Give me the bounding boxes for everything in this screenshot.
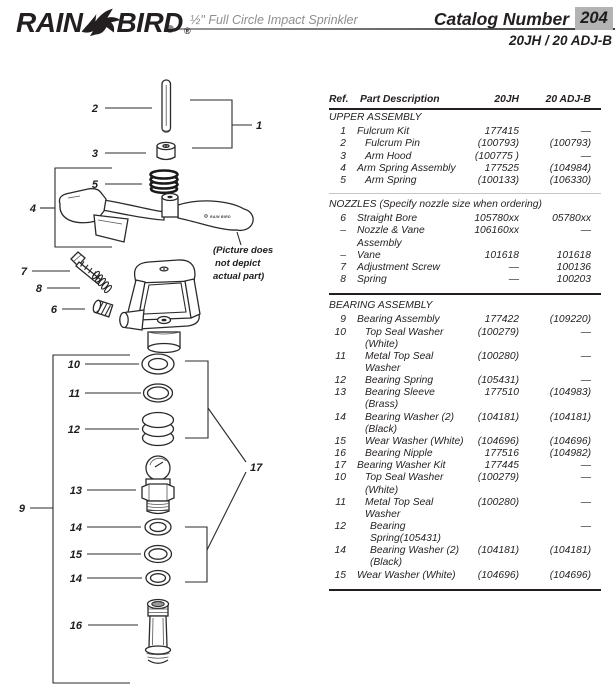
table-cell: 5: [340, 174, 346, 186]
table-cell: (100775 ): [474, 150, 519, 162]
table-cell: (104983): [549, 387, 591, 399]
column-header-20adjb: 20 ADJ-B: [545, 94, 591, 105]
table-cell: (100280): [477, 350, 519, 362]
table-cell: (104181): [477, 411, 519, 423]
table-cell: (104181): [549, 411, 591, 423]
callout-2: 2: [91, 103, 98, 115]
section-title: NOZZLES (Specify nozzle size when ordering): [329, 199, 542, 211]
column-header-desc: Part Description: [360, 94, 440, 105]
table-cell: 101618: [484, 249, 519, 261]
table-row: [329, 460, 601, 472]
part-bearing-spring: [143, 413, 174, 446]
table-row: [329, 387, 601, 411]
table-section: [329, 110, 601, 190]
table-cell: 15: [334, 569, 346, 581]
table-cell: 177510: [484, 387, 519, 399]
part-nozzle: [92, 299, 113, 316]
table-cell: —: [580, 150, 591, 162]
table-row: [329, 327, 601, 351]
table-cell: Vane: [357, 249, 381, 261]
table-cell: (104984): [549, 162, 591, 174]
table-cell: —: [580, 350, 591, 362]
table-cell: Fulcrum Kit: [357, 126, 410, 138]
part-bearing-nipple: [146, 600, 171, 664]
table-cell: 12: [334, 521, 346, 532]
table-row: [329, 151, 601, 163]
table-cell: Nozzle & Vane Assembly: [357, 225, 425, 249]
table-cell: 10: [334, 326, 346, 338]
column-header-20jh: 20JH: [494, 94, 519, 105]
exploded-parts-diagram: [8, 68, 318, 698]
table-row: [329, 375, 601, 387]
table-cell: (106330): [549, 174, 591, 186]
table-cell: —: [580, 460, 591, 472]
callout-bracket-17: [185, 361, 246, 582]
table-cell: 4: [340, 162, 346, 174]
table-row: [329, 448, 601, 460]
callout-5: 5: [91, 179, 98, 191]
table-row: [329, 163, 601, 175]
table-cell: Top Seal Washer (White): [365, 472, 444, 496]
table-cell: Straight Bore: [357, 213, 418, 225]
logo-word-bird: BIRD: [116, 7, 183, 38]
table-cell: 11: [335, 350, 346, 362]
callout-4: 4: [29, 203, 36, 215]
callout-9: 9: [18, 503, 25, 515]
table-cell: (100279): [477, 326, 519, 338]
table-cell: 106160xx: [474, 225, 519, 237]
catalog-number-badge: 204: [575, 7, 613, 30]
arm-brand-text: RAIN BIRD: [210, 215, 231, 219]
table-cell: Bearing Nipple: [365, 448, 433, 460]
table-cell: Spring: [357, 274, 387, 286]
callout-15: 15: [69, 549, 82, 561]
part-metal-top-seal-washer: [144, 384, 173, 402]
table-cell: —: [580, 496, 591, 508]
table-section: [329, 193, 601, 289]
part-sprinkler-arm: [59, 189, 253, 242]
callout-1: 1: [256, 120, 263, 132]
logo-word-rain: RAIN: [16, 7, 83, 38]
table-cell: (100280): [477, 496, 519, 508]
table-cell: Arm Spring Assembly: [357, 162, 456, 174]
table-cell: (104696): [549, 435, 591, 447]
note-leader-line: [237, 232, 241, 245]
table-cell: —: [580, 126, 591, 138]
table-row: [329, 570, 601, 582]
table-cell: 05780xx: [552, 213, 591, 225]
table-cell: Metal Top Seal Washer: [365, 350, 434, 374]
table-cell: 3: [340, 150, 346, 162]
table-cell: –: [340, 225, 346, 237]
table-cell: (104181): [549, 545, 591, 557]
callout-bracket-9: [30, 355, 130, 683]
table-cell: 101618: [556, 249, 591, 261]
column-header-ref: Ref.: [329, 94, 349, 105]
section-title: UPPER ASSEMBLY: [329, 112, 422, 124]
table-cell: (100793): [477, 138, 519, 150]
logo-registered-mark: ®: [183, 26, 191, 36]
table-cell: Fulcrum Pin: [365, 138, 420, 150]
table-cell: 15: [334, 435, 346, 447]
table-cell: 14: [334, 545, 346, 557]
callout-12: 12: [67, 424, 80, 436]
table-row: [329, 262, 601, 274]
part-bearing-washer-upper: [145, 519, 171, 535]
table-row: [329, 436, 601, 448]
callout-14b: 14: [69, 573, 82, 585]
table-row: [329, 274, 601, 286]
table-cell: Wear Washer (White): [365, 435, 464, 447]
table-cell: 177525: [484, 162, 519, 174]
table-cell: –: [340, 249, 346, 261]
table-cell: 100203: [556, 274, 591, 286]
part-bearing-washer-lower: [146, 571, 170, 586]
table-cell: 17: [334, 460, 346, 472]
table-row: [329, 521, 601, 545]
table-cell: (100793): [549, 138, 591, 150]
table-cell: —: [580, 521, 591, 532]
callout-6: 6: [50, 304, 57, 316]
table-cell: —: [580, 375, 591, 387]
table-cell: (109220): [549, 314, 591, 326]
table-cell: 1: [340, 126, 346, 138]
section-title: BEARING ASSEMBLY: [329, 300, 433, 312]
table-cell: —: [508, 261, 519, 273]
table-cell: 105780xx: [474, 213, 519, 225]
table-cell: Bearing Sleeve (Brass): [365, 387, 435, 411]
callout-10: 10: [67, 359, 80, 371]
part-arm-spring: [151, 171, 178, 193]
table-row: [329, 412, 601, 436]
table-cell: 9: [340, 314, 346, 326]
part-bearing-sleeve: [142, 456, 174, 514]
table-cell: Arm Hood: [365, 150, 412, 162]
part-wear-washer: [145, 546, 172, 563]
table-cell: Bearing Spring: [365, 375, 434, 387]
table-cell: Wear Washer (White): [357, 569, 456, 581]
table-section: [329, 293, 601, 585]
table-cell: (104181): [477, 545, 519, 557]
callout-8: 8: [35, 283, 42, 295]
callout-11: 11: [68, 388, 80, 400]
note-line-2: not depict: [215, 258, 261, 269]
table-row: [329, 138, 601, 150]
callout-14a: 14: [69, 522, 82, 534]
table-cell: (100133): [477, 174, 519, 186]
table-row: [329, 545, 601, 569]
table-cell: 177445: [484, 460, 519, 472]
table-row: [329, 351, 601, 375]
table-cell: 11: [335, 496, 346, 508]
table-cell: (105431): [477, 375, 519, 387]
model-numbers: 20JH / 20 ADJ-B: [508, 33, 612, 48]
table-row: [329, 225, 601, 249]
table-cell: 13: [334, 387, 346, 399]
table-cell: 177516: [484, 448, 519, 460]
callout-13: 13: [69, 485, 82, 497]
part-arm-hood: [157, 142, 175, 159]
table-cell: Bearing Spring(105431): [370, 521, 441, 545]
table-cell: 7: [340, 261, 346, 273]
table-cell: Metal Top Seal Washer: [365, 496, 434, 520]
catalog-number-label: Catalog Number: [433, 9, 569, 29]
table-cell: 10: [334, 472, 346, 484]
table-cell: Bearing Washer (2) (Black): [370, 545, 460, 569]
table-cell: Top Seal Washer (White): [365, 326, 444, 350]
table-row: [329, 314, 601, 326]
parts-table: [329, 94, 601, 591]
table-cell: 177422: [484, 314, 519, 326]
table-cell: [467, 521, 529, 545]
table-row: [329, 175, 601, 187]
part-fulcrum-pin: [162, 80, 171, 132]
table-cell: (104982): [549, 448, 591, 460]
table-cell: 6: [340, 213, 346, 225]
table-cell: —: [508, 274, 519, 286]
table-row: [329, 126, 601, 138]
table-row: [329, 497, 601, 521]
table-cell: Arm Spring: [365, 174, 417, 186]
table-cell: Adjustment Screw: [357, 261, 440, 273]
table-cell: —: [580, 472, 591, 484]
table-cell: —: [580, 225, 591, 237]
table-cell: 100136: [556, 261, 591, 273]
table-cell: (100279): [477, 472, 519, 484]
table-cell: 12: [334, 375, 346, 387]
table-row: [329, 472, 601, 496]
part-top-seal-washer: [142, 354, 174, 374]
table-cell: (104696): [477, 435, 519, 447]
table-cell: Bearing Washer (2) (Black): [365, 411, 455, 435]
table-cell: —: [580, 326, 591, 338]
table-cell: Bearing Washer Kit: [357, 460, 446, 472]
table-row: [329, 213, 601, 225]
table-cell: 14: [334, 411, 346, 423]
page-subtitle: ½" Full Circle Impact Sprinkler: [190, 13, 358, 27]
picture-disclaimer-note: [213, 245, 273, 282]
table-cell: 8: [340, 274, 346, 286]
parts-table-sections: [329, 110, 601, 591]
rainbird-logo: [16, 7, 190, 39]
table-cell: Bearing Assembly: [357, 314, 440, 326]
parts-table-header: [329, 94, 601, 110]
callout-bracket-1: [190, 100, 252, 148]
table-cell: 16: [334, 448, 346, 460]
table-row: [329, 250, 601, 262]
note-line-3: actual part): [213, 271, 265, 282]
table-cell: 177415: [484, 126, 519, 138]
callout-3: 3: [91, 148, 98, 160]
table-cell: (104696): [477, 569, 519, 581]
callout-16: 16: [69, 620, 82, 632]
note-line-1: (Picture does: [213, 245, 274, 256]
callout-7: 7: [20, 266, 27, 278]
table-cell: (104696): [549, 569, 591, 581]
part-sprinkler-body: [120, 260, 200, 353]
table-cell: 2: [340, 138, 346, 150]
callout-17: 17: [250, 462, 263, 474]
